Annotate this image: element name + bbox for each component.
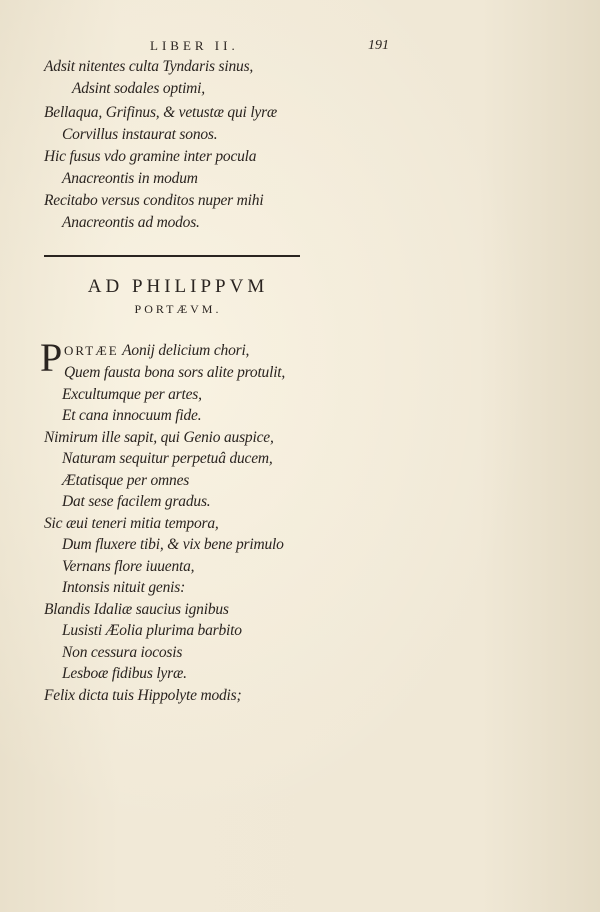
verse-line: Dat sese facilem gradus. xyxy=(62,493,211,510)
verse-line: Lesboæ fidibus lyræ. xyxy=(62,665,187,682)
first-line-rest: Aonij delicium chori, xyxy=(122,342,250,359)
verse-line: Adsint sodales optimi, xyxy=(72,80,205,97)
section-divider xyxy=(44,255,300,257)
running-head: LIBER II. xyxy=(150,38,239,53)
verse-line: Felix dicta tuis Hippolyte modis; xyxy=(44,687,242,704)
verse-line: Hic fusus vdo gramine inter pocula xyxy=(44,148,257,165)
verse-line: Lusisti Æolia plurima barbito xyxy=(62,622,242,639)
verse-line: Anacreontis ad modos. xyxy=(62,214,200,231)
verse-line: Excultumque per artes, xyxy=(62,386,202,403)
verse-line: Nimirum ille sapit, qui Genio auspice, xyxy=(44,429,274,446)
verse-line: Non cessura iocosis xyxy=(62,644,183,661)
poem-title: AD PHILIPPVM xyxy=(87,276,269,297)
verse-line: Recitabo versus conditos nuper mihi xyxy=(44,192,264,209)
verse-line: Dum fluxere tibi, & vix bene primulo xyxy=(62,536,284,553)
verse-line: Bellaqua, Grifinus, & vetustæ qui lyræ xyxy=(44,104,278,121)
verse-line: Sic æui teneri mitia tempora, xyxy=(44,515,219,532)
verse-line: Blandis Idaliæ saucius ignibus xyxy=(44,601,229,618)
page-number: 191 xyxy=(368,38,389,53)
verse-line: Naturam sequitur perpetuâ ducem, xyxy=(62,450,273,467)
verse-line: Quem fausta bona sors alite protulit, xyxy=(64,364,286,381)
poem-subtitle: PORTÆVM. xyxy=(134,302,222,316)
verse-line: Corvillus instaurat sonos. xyxy=(62,126,218,143)
verse-line: Vernans flore iuuenta, xyxy=(62,558,195,575)
verse-line: Intonsis nituit genis: xyxy=(62,579,186,596)
first-verse-line xyxy=(64,342,249,360)
verse-line: Et cana innocuum fide. xyxy=(62,407,202,424)
first-word-smallcaps: ORTÆE xyxy=(64,343,119,358)
verse-line: Adsit nitentes culta Tyndaris sinus, xyxy=(44,58,254,75)
drop-cap: P xyxy=(40,335,63,380)
verse-line: Ætatisque per omnes xyxy=(62,472,190,489)
verse-line: Anacreontis in modum xyxy=(62,170,198,187)
